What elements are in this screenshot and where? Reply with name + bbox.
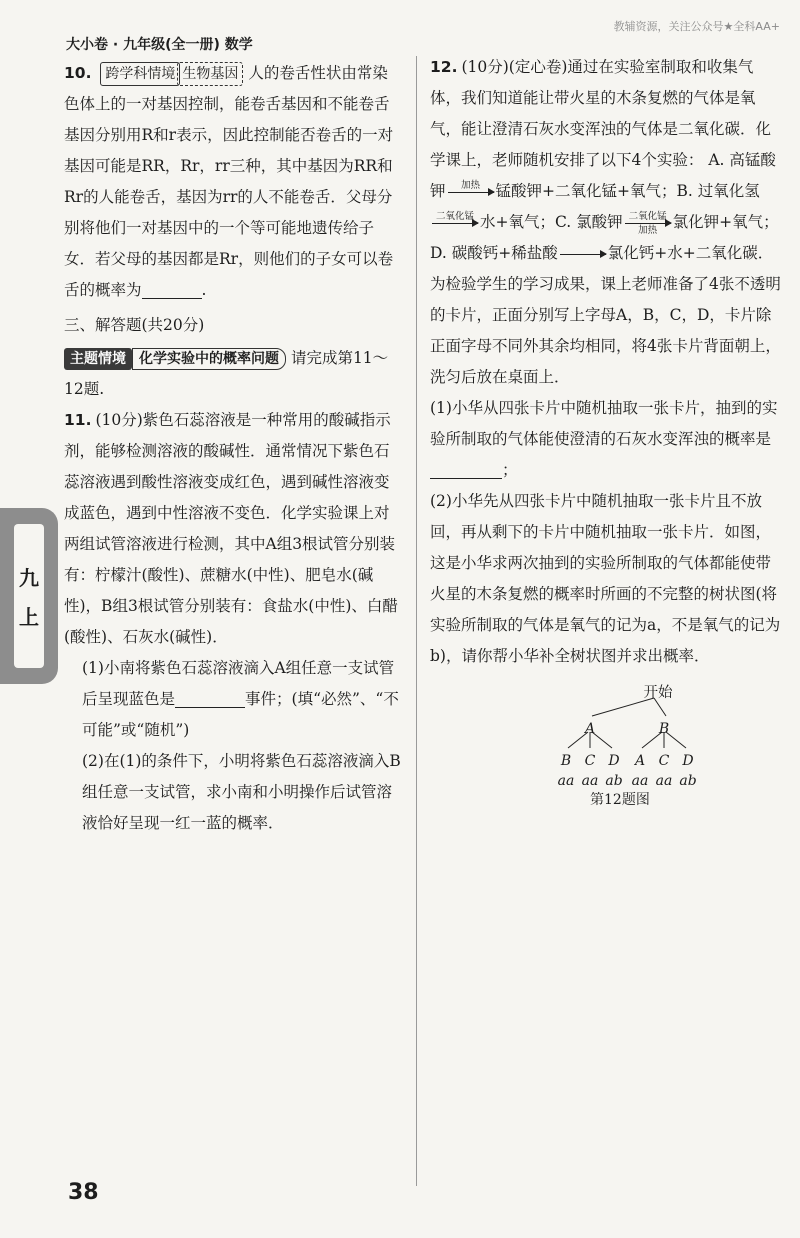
reaction-arrow: 二氧化锰 bbox=[432, 211, 478, 236]
side-tab-line1: 九 bbox=[19, 566, 39, 590]
tree-node-l2: C bbox=[658, 753, 670, 769]
question-11-answer-blank[interactable] bbox=[175, 689, 245, 708]
tree-outcome: ab bbox=[679, 773, 697, 789]
grade-side-tab bbox=[0, 508, 58, 684]
header-title: 大小卷 · 九年级(全一册) 数学 bbox=[66, 37, 253, 53]
reaction-arrow: 加热 bbox=[448, 180, 494, 205]
question-12-part2: (2)小华先从四张卡片中随机抽取一张卡片且不放回，再从剩下的卡片中随机抽取一张卡片．如图，这是小华求两次抽到的实验所制取的气体都能使带火星的木条复燃的概率时所画的不完整的树状图(将实验所制取的气体是氧气的记为a，不是氧气的记为b)，请你帮小华补全树状图并求出概率． bbox=[430, 492, 781, 665]
page-number: 38 bbox=[68, 1180, 99, 1205]
tree-node-l2: C bbox=[584, 753, 596, 769]
question-10: 10. 跨学科情境 生物基因 人的卷舌性状由常染色体上的一对基因控制，能卷舌基因和不能卷舌基因分别用R和r表示，因此控制能否卷舌的一对基因可能是RR，Rr，rr三种，其中基因为RR和Rr的人能卷舌，基因为rr的人不能卷舌．父母分别将他们一对基因中的一个等可能地遗传给子女．若父母的基因都是Rr，则他们的子女可以卷舌的概率为 . bbox=[64, 64, 394, 299]
tree-node-l1: B bbox=[658, 721, 670, 737]
question-12 bbox=[430, 52, 784, 393]
question-12-number: 12. bbox=[430, 58, 458, 76]
tree-outcome: aa bbox=[655, 773, 673, 789]
theme-title: 化学实验中的概率问题 bbox=[132, 348, 286, 370]
tree-diagram bbox=[430, 678, 784, 788]
tree-node-l2: A bbox=[634, 753, 646, 769]
reaction-arrow: 二氧化锰 加热 bbox=[625, 211, 671, 236]
reaction-b: B. 过氧化氢 二氧化锰 水+氧气； bbox=[430, 182, 760, 231]
theme-context bbox=[64, 343, 402, 405]
tree-outcome: aa bbox=[631, 773, 649, 789]
question-11-part1: (1)小南将紫色石蕊溶液滴入A组任意一支试管后呈现蓝色是 事件；(填“必然”、“不可能”或“随机”) bbox=[82, 659, 399, 739]
question-11 bbox=[64, 405, 402, 653]
tree-node-l2: D bbox=[608, 753, 620, 769]
tree-outcome: ab bbox=[605, 773, 623, 789]
tree-node-l2: B bbox=[560, 753, 572, 769]
column-divider bbox=[416, 56, 417, 1186]
question-11-text: (10分)紫色石蕊溶液是一种常用的酸碱指示剂，能够检测溶液的酸碱性．通常情况下紫色石蕊溶液遇到酸性溶液变成红色，遇到碱性溶液变成蓝色，遇到中性溶液不变色．化学实验课上对两组试管溶液进行检测，其中A组3根试管分别装有：柠檬汁(酸性)、蔗糖水(中性)、肥皂水(碱性)，B组3根试管分别装有：食盐水(中性)、白醋(酸性)、石灰水(碱性)． bbox=[64, 411, 398, 646]
tree-node-l1: A bbox=[584, 721, 596, 737]
reaction-a: A. 高锰酸钾 加热 锰酸钾+二氧化锰+氧气； bbox=[430, 151, 776, 200]
reaction-arrow bbox=[560, 242, 606, 267]
question-12-rest: 为检验学生的学习成果，课上老师准备了4张不透明的卡片，正面分别写上字母A，B，C，D，卡片除正面字母不同外其余均相同，将4张卡片背面朝上，洗匀后放在桌面上． bbox=[430, 275, 781, 386]
question-12-intro: (10分)(定心卷)通过在实验室制取和收集气体，我们知道能让带火星的木条复燃的气体是氧气，能让澄清石灰水变浑浊的气体是二氧化碳．化学课上，老师随机安排了以下4个实验： bbox=[430, 58, 772, 169]
header-watermark: 教辅资源，关注公众号★全科AA+ bbox=[613, 20, 780, 33]
question-10-tag-cross: 跨学科情境 bbox=[100, 62, 180, 86]
question-11-part2: (2)在(1)的条件下，小明将紫色石蕊溶液滴入B组任意一支试管，求小南和小明操作后试管溶液恰好呈现一红一蓝的概率． bbox=[82, 752, 401, 832]
tree-outcome: aa bbox=[557, 773, 575, 789]
theme-tag: 主题情境 bbox=[64, 348, 132, 370]
question-12-answer-blank[interactable] bbox=[430, 460, 502, 479]
question-11-number: 11. bbox=[64, 411, 92, 429]
question-10-tag-bio: 生物基因 bbox=[177, 62, 243, 86]
tree-node-l2: D bbox=[682, 753, 694, 769]
tree-caption: 第12题图 bbox=[590, 792, 650, 808]
tree-root: 开始 bbox=[643, 685, 673, 701]
question-12-part1: (1)小华从四张卡片中随机抽取一张卡片，抽到的实验所制取的气体能使澄清的石灰水变浑浊的概率是； bbox=[430, 399, 778, 479]
question-10-number: 10. bbox=[64, 64, 92, 82]
right-column bbox=[430, 52, 784, 812]
reaction-d: D. 碳酸钙+稀盐酸 氯化钙+水+二氧化碳． bbox=[430, 244, 773, 262]
section-3-title: 三、解答题(共20分) bbox=[64, 316, 205, 334]
reaction-c: C. 氯酸钾 二氧化锰 加热 氯化钾+氧气； bbox=[555, 210, 779, 236]
side-tab-line2: 上 bbox=[19, 605, 39, 629]
tree-outcome: aa bbox=[581, 773, 599, 789]
left-column bbox=[64, 58, 402, 839]
question-10-text: 人的卷舌性状由常染色体上的一对基因控制，能卷舌基因和不能卷舌基因分别用R和r表示，因此控制能否卷舌的一对基因可能是RR，Rr，rr三种，其中基因为RR和Rr的人能卷舌，基因为rr的人不能卷舌．父母分别将他们一对基因中的一个等可能地遗传给子女．若父母的基因都是Rr，则他们的子女可以卷舌的概率为 bbox=[64, 64, 394, 299]
question-10-answer-blank[interactable] bbox=[142, 280, 202, 299]
theme-note: 请完成第11～12题. bbox=[64, 349, 389, 398]
